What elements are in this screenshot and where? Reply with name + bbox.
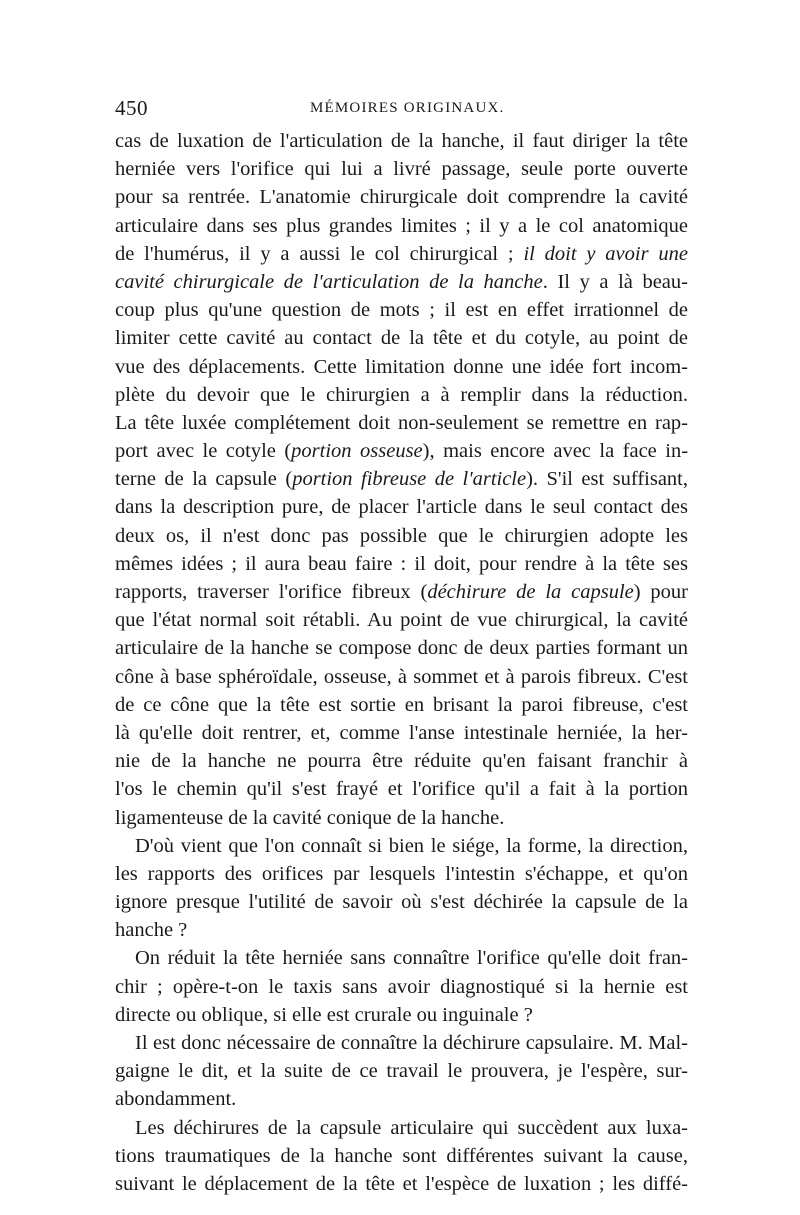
text-line (115, 691, 688, 719)
text-line (115, 409, 688, 437)
text-segment: hanche ? (115, 919, 188, 942)
text-segment: D'où vient que l'on connaît si bien le siége, la forme, la direction, (135, 834, 688, 857)
text-segment: l'os le chemin qu'il s'est frayé et l'orifice qu'il a fait à la portion (115, 778, 688, 801)
italic-phrase: portion osseuse (291, 440, 423, 463)
text-line (115, 634, 688, 662)
page-header (115, 96, 685, 122)
text-segment: suivant le déplacement de la tête et l'espèce de luxation ; les diffé- (115, 1172, 688, 1195)
text-segment: articulaire de la hanche se compose donc de deux parties formant un (115, 637, 688, 660)
text-line (115, 1029, 688, 1057)
text-line (115, 1142, 688, 1170)
text-segment: deux os, il n'est donc pas possible que le chirurgien adopte les (115, 524, 688, 547)
text-segment: vue des déplacements. Cette limitation donne une idée fort incom- (115, 355, 688, 378)
text-segment: . Il y a là beau- (542, 270, 688, 293)
text-line (115, 212, 688, 240)
text-segment: coup plus qu'une question de mots ; il est en effet irrationnel de (115, 299, 688, 322)
text-segment: ), mais encore avec la face in- (422, 440, 688, 463)
text-line (115, 973, 688, 1001)
text-line (115, 1114, 688, 1142)
text-segment: gaigne le dit, et la suite de ce travail le prouvera, je l'espère, sur- (115, 1060, 688, 1083)
text-line (115, 578, 688, 606)
text-line (115, 916, 688, 944)
text-segment: Les déchirures de la capsule articulaire qui succèdent aux luxa- (135, 1116, 688, 1139)
text-segment: articulaire dans ses plus grandes limites ; il y a le col anatomique (115, 214, 688, 237)
text-segment: On réduit la tête herniée sans connaître l'orifice qu'elle doit fran- (135, 947, 688, 970)
text-segment: directe ou oblique, si elle est crurale ou inguinale ? (115, 1003, 533, 1026)
text-line (115, 944, 688, 972)
text-segment: plète du devoir que le chirurgien a à remplir dans la réduction. (115, 383, 688, 406)
text-segment: mêmes idées ; il aura beau faire : il doit, pour rendre à la tête ses (115, 552, 688, 575)
text-line (115, 775, 688, 803)
text-line (115, 437, 688, 465)
text-segment: pour sa rentrée. L'anatomie chirurgicale doit comprendre la cavité (115, 186, 688, 209)
text-line (115, 663, 688, 691)
text-segment: terne de la capsule ( (115, 468, 293, 491)
page-number: 450 (115, 96, 148, 120)
text-segment: ) pour (633, 581, 688, 603)
text-segment: Il est donc nécessaire de connaître la déchirure capsulaire. M. Mal- (135, 1032, 688, 1054)
text-line (115, 493, 688, 521)
italic-phrase: déchirure de la capsule (427, 581, 634, 603)
text-segment: ligamenteuse de la cavité conique de la hanche. (115, 806, 505, 829)
text-segment: cas de luxation de l'articulation de la hanche, il faut diriger la tête (115, 130, 688, 152)
text-segment: ignore presque l'utilité de savoir où s'est déchirée la capsule de la (115, 891, 688, 914)
text-line (115, 324, 688, 352)
text-line (115, 240, 688, 268)
text-line (115, 465, 688, 493)
text-line (115, 296, 688, 324)
text-line (115, 127, 688, 155)
running-head: MÉMOIRES ORIGINAUX. (310, 100, 505, 116)
italic-phrase: cavité chirurgicale de l'articulation de la hanche (115, 270, 543, 293)
text-line (115, 353, 688, 381)
text-line (115, 1170, 688, 1198)
text-segment: dans la description pure, de placer l'article dans le seul contact des (115, 496, 688, 519)
text-segment: nie de la hanche ne pourra être réduite qu'en faisant franchir à (115, 750, 688, 773)
text-segment: herniée vers l'orifice qui lui a livré passage, seule porte ouverte (115, 158, 688, 181)
text-line (115, 747, 688, 775)
text-line (115, 155, 688, 183)
text-line (115, 1085, 688, 1113)
text-segment: abondamment. (115, 1088, 237, 1111)
text-line (115, 1001, 688, 1029)
text-segment: La tête luxée complétement doit non-seulement se remettre en rap- (115, 411, 688, 434)
text-segment: cône à base sphéroïdale, osseuse, à sommet et à parois fibreux. C'est (115, 665, 688, 688)
text-line (115, 719, 688, 747)
text-segment: chir ; opère-t-on le taxis sans avoir diagnostiqué si la hernie est (115, 975, 688, 998)
text-segment: ). S'il est suffisant, (526, 468, 688, 491)
text-segment: rapports, traverser l'orifice fibreux ( (115, 581, 428, 603)
italic-phrase: il doit y avoir une (523, 242, 688, 265)
text-segment: que l'état normal soit rétabli. Au point de vue chirurgical, la cavité (115, 609, 688, 632)
text-segment: port avec le cotyle ( (115, 440, 292, 463)
text-line (115, 183, 688, 211)
text-segment: de l'humérus, il y a aussi le col chirurgical ; (115, 242, 524, 265)
text-segment: là qu'elle doit rentrer, et, comme l'anse intestinale herniée, la her- (115, 721, 688, 744)
text-line (115, 381, 688, 409)
text-line (115, 804, 688, 832)
text-segment: tions traumatiques de la hanche sont différentes suivant la cause, (115, 1144, 688, 1167)
text-line (115, 606, 688, 634)
text-line (115, 1057, 688, 1085)
text-line (115, 888, 688, 916)
text-line (115, 550, 688, 578)
text-segment: de ce cône que la tête est sortie en brisant la paroi fibreuse, c'est (115, 693, 688, 716)
text-segment: limiter cette cavité au contact de la tête et du cotyle, au point de (115, 327, 688, 350)
text-line (115, 860, 688, 888)
text-segment: les rapports des orifices par lesquels l'intestin s'échappe, et qu'on (115, 862, 688, 885)
body-text (115, 127, 688, 1198)
text-line (115, 522, 688, 550)
text-line (115, 268, 688, 296)
italic-phrase: portion fibreuse de l'article (292, 468, 527, 491)
text-line (115, 832, 688, 860)
